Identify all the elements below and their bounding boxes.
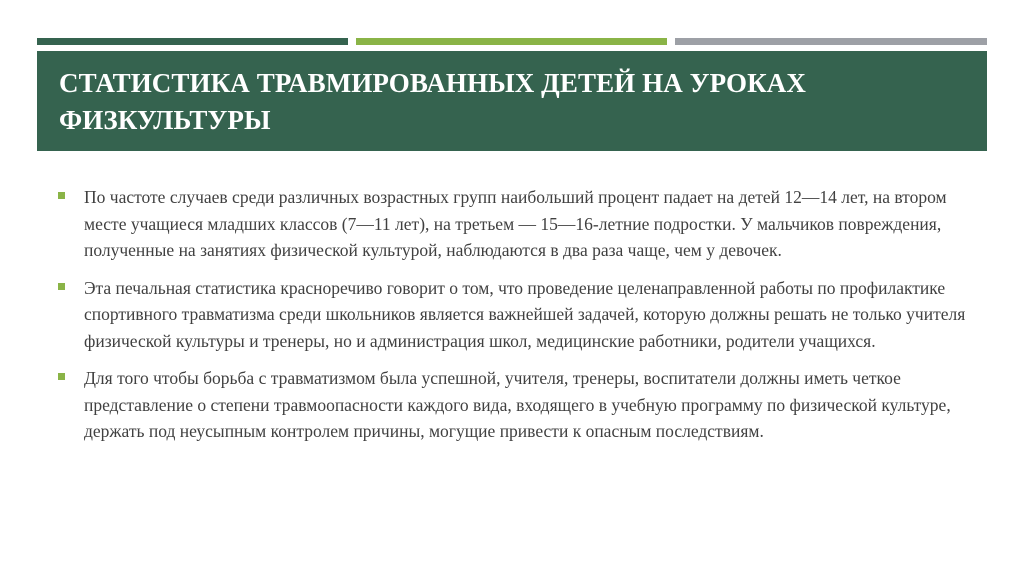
square-bullet-icon (58, 192, 65, 199)
bullet-text: Эта печальная статистика красноречиво говорит о том, что проведение целенаправленной работы по профилактике спортивного травматизма среди школьников является важнейшей задачей, которую должны решать не только учителя физической культуры и тренеры, но и администрация школ, медицинские работники, родители учащихся. (84, 277, 966, 351)
bullet-item (58, 184, 968, 264)
square-bullet-icon (58, 283, 65, 290)
accent-bar-dark-green (37, 38, 348, 45)
bullet-item (58, 365, 968, 445)
bullet-text: Для того чтобы борьба с травматизмом была успешной, учителя, тренеры, воспитатели должны иметь четкое представление о степени травмоопасности каждого вида, входящего в учебную программу по физической культуре, держать под неусыпным контролем причины, могущие привести к опасным последствиям. (84, 368, 951, 441)
bullet-text: По частоте случаев среди различных возрастных групп наибольший процент падает на детей 12—14 лет, на втором месте учащиеся младших классов (7—11 лет), на третьем — 15—16-летние подростки. У мальчиков повреждения, полученные на занятиях физической культурой, наблюдаются в два раза чаще, чем у девочек. (84, 187, 947, 260)
accent-bar-light-green (356, 38, 667, 45)
bullet-item (58, 275, 968, 355)
square-bullet-icon (58, 373, 65, 380)
title-band (37, 51, 987, 151)
slide-title: СТАТИСТИКА ТРАВМИРОВАННЫХ ДЕТЕЙ НА УРОКАХ ФИЗКУЛЬТУРЫ (59, 68, 807, 135)
accent-bar-gray (675, 38, 987, 45)
bullet-list (58, 184, 968, 456)
